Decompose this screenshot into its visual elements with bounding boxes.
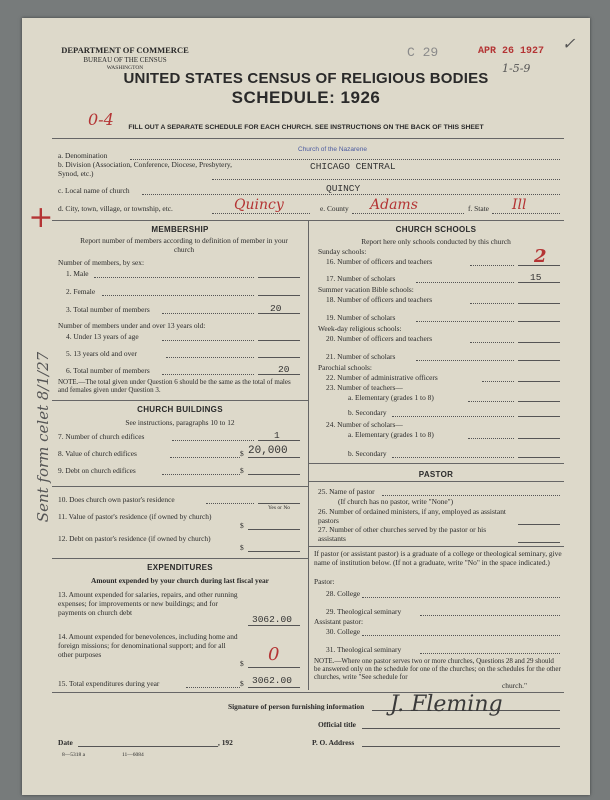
q26: 26. Number of ordained ministers, if any, employed as assistant pastors: [318, 507, 506, 525]
assistant-pastor-label: Assistant pastor:: [314, 617, 364, 626]
official-title-label: Official title: [318, 720, 356, 729]
weekday-schools: Week-day religious schools:: [318, 324, 402, 333]
q27: 27. Number of other churches served by the pastor or his assistants: [318, 525, 487, 543]
instruction-line: FILL OUT A SEPARATE SCHEDULE FOR EACH CHURCH. SEE INSTRUCTIONS ON THE BACK OF THIS SHEET: [128, 124, 484, 131]
q13-running-expenses: 13. Amount expended for salaries, repairs, and other running expenses; for improvements or new buildings; and for payments on church debt: [58, 590, 238, 617]
membership-title: MEMBERSHIP: [151, 225, 209, 234]
q17: 17. Number of scholars: [326, 274, 396, 283]
schools-title: CHURCH SCHOOLS: [395, 225, 477, 234]
dollar-sign: $: [240, 679, 244, 688]
margin-pencil-note: Sent form celet 8/1/27: [34, 351, 53, 523]
county-value: Adams: [370, 197, 418, 213]
local-name-label: c. Local name of church: [58, 186, 130, 195]
local-name-value: QUINCY: [326, 183, 361, 194]
q23: 23. Number of teachers—: [326, 383, 403, 392]
q7-value: 1: [274, 430, 280, 441]
year-label: , 192: [218, 738, 233, 747]
q22: 22. Number of administrative officers: [326, 373, 438, 382]
q15-total: 15. Total expenditures during year: [58, 679, 160, 688]
q31: 31. Theological seminary: [326, 645, 402, 654]
denomination-value: Church of the Nazarene: [298, 146, 368, 153]
parochial-schools: Parochial schools:: [318, 363, 372, 372]
pencil-code: 1-5-9: [502, 62, 531, 75]
dollar-sign: $: [240, 466, 244, 475]
q14-benevolences: 14. Amount expended for benevolences, including home and foreign missions; for denominational support; and for all other purposes: [58, 632, 238, 659]
q16-value: 2: [534, 246, 547, 267]
q17-value: 15: [530, 272, 542, 283]
q5-13-and-over: 5. 13 years old and over: [66, 349, 138, 358]
members-by-sex: Number of members, by sex:: [58, 258, 144, 267]
q19: 19. Number of scholars: [326, 313, 396, 322]
division-label: b. Division (Association, Conference, Diocese, Presbytery, Synod, etc.): [58, 160, 232, 178]
q6-value: 20: [278, 364, 290, 375]
bureau-city: WASHINGTON: [106, 65, 144, 71]
expenditures-title: EXPENDITURES: [147, 563, 213, 572]
received-date-stamp: APR 26 1927: [478, 46, 545, 57]
q20: 20. Number of officers and teachers: [326, 334, 433, 343]
q23b: b. Secondary: [348, 408, 387, 417]
q9-debt-edifices: 9. Debt on church edifices: [58, 466, 136, 475]
dollar-sign: $: [240, 521, 244, 530]
q30: 30. College: [326, 627, 361, 636]
dollar-sign: $: [240, 659, 244, 668]
membership-intro: Report number of members according to definition of member in your church: [80, 236, 288, 254]
po-address-label: P. O. Address: [312, 738, 355, 747]
pastor-label: Pastor:: [314, 577, 335, 586]
red-margin-mark: +: [23, 204, 59, 231]
state-label: f. State: [468, 204, 489, 213]
check-mark: ✓: [562, 34, 576, 53]
q8-value-edifices: 8. Value of church edifices: [58, 449, 137, 458]
q23a: a. Elementary (grades 1 to 8): [348, 393, 434, 402]
q18: 18. Number of officers and teachers: [326, 295, 433, 304]
signature-label: Signature of person furnishing information: [228, 702, 365, 711]
pastor-note-end: church.": [502, 681, 527, 690]
state-value: Ill: [512, 197, 527, 213]
schools-intro: Report here only schools conducted by this church: [361, 237, 511, 246]
department-name: DEPARTMENT OF COMMERCE: [61, 45, 189, 55]
city-value: Quincy: [234, 197, 284, 213]
q3-total: 3. Total number of members: [66, 305, 150, 314]
yes-no-label: Yes or No: [268, 505, 291, 511]
bureau-name: BUREAU OF THE CENSUS: [83, 56, 167, 64]
membership-note: NOTE.—The total given under Question 6 should be the same as the total of males and females given under Question 3.: [58, 378, 291, 394]
vacation-schools: Summer vacation Bible schools:: [318, 285, 414, 294]
q1-male: 1. Male: [66, 269, 89, 278]
q6-total: 6. Total number of members: [66, 366, 150, 375]
buildings-sub: See instructions, paragraphs 10 to 12: [125, 418, 235, 427]
sunday-schools: Sunday schools:: [318, 247, 367, 256]
q28: 28. College: [326, 589, 361, 598]
dollar-sign: $: [240, 449, 244, 458]
q10-owns-residence: 10. Does church own pastor's residence: [58, 495, 175, 504]
q24a: a. Elementary (grades 1 to 8): [348, 430, 434, 439]
census-schedule-form: [22, 18, 590, 795]
form-number: 8—5318 a: [62, 752, 86, 758]
q24: 24. Number of scholars—: [326, 420, 403, 429]
q11-residence-value: 11. Value of pastor's residence (if owned by church): [58, 512, 212, 521]
q7-edifices: 7. Number of church edifices: [58, 432, 145, 441]
q3-value: 20: [270, 303, 282, 314]
q25: 25. Name of pastor: [318, 487, 375, 496]
print-number: 11—6084: [122, 752, 144, 758]
q24b: b. Secondary: [348, 449, 387, 458]
received-stamp-number: C 29: [407, 45, 439, 60]
q14-value: 0: [268, 644, 280, 665]
county-label: e. County: [320, 204, 349, 213]
division-value: CHICAGO CENTRAL: [310, 161, 396, 172]
q25-sub: (If church has no pastor, write "None"): [338, 497, 454, 506]
red-code: 0-4: [88, 110, 114, 129]
q16: 16. Number of officers and teachers: [326, 257, 433, 266]
q21: 21. Number of scholars: [326, 352, 396, 361]
city-label: d. City, town, village, or township, etc.: [58, 204, 173, 213]
pastor-note: NOTE.—Where one pastor serves two or more churches, Questions 28 and 29 should be answered only on the schedule for one of the churches; on the schedules for the other churches, write "See schedule for: [314, 657, 561, 681]
form-title: UNITED STATES CENSUS OF RELIGIOUS BODIES: [123, 70, 489, 87]
pastor-title: PASTOR: [418, 470, 454, 479]
dollar-sign: $: [240, 543, 244, 552]
q12-residence-debt: 12. Debt on pastor's residence (if owned by church): [58, 534, 211, 543]
q8-value: 20,000: [248, 445, 288, 457]
q2-female: 2. Female: [66, 287, 96, 296]
denomination-label: a. Denomination: [58, 151, 108, 160]
buildings-title: CHURCH BUILDINGS: [137, 405, 223, 414]
q13-value: 3062.00: [252, 614, 292, 625]
expenditures-sub: Amount expended by your church during last fiscal year: [91, 576, 269, 585]
q15-value: 3062.00: [252, 675, 292, 686]
date-label: Date: [58, 738, 73, 747]
age-intro: Number of members under and over 13 years old:: [58, 321, 206, 330]
q4-under-13: 4. Under 13 years of age: [66, 332, 139, 341]
q29: 29. Theological seminary: [326, 607, 402, 616]
signature-value: J. Fleming: [390, 692, 503, 717]
graduate-note: If pastor (or assistant pastor) is a graduate of a college or theological seminary, give name of institution below. (If not a graduate, write "No" in the space indicated.): [314, 549, 562, 567]
schedule-title: SCHEDULE: 1926: [231, 88, 381, 107]
